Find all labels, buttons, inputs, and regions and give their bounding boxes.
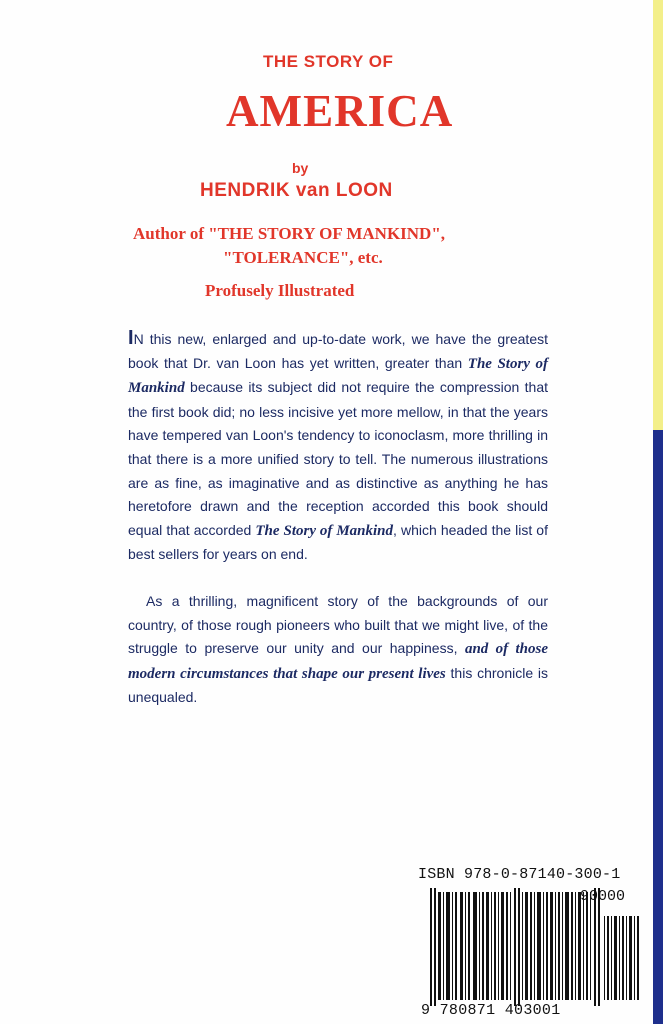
- book-title-ref: The Story of Mankind: [128, 355, 548, 397]
- blurb-paragraph-2: [128, 590, 548, 710]
- by-line: by: [292, 160, 309, 176]
- title-small: THE STORY OF: [263, 52, 394, 71]
- blurb-paragraph-1: [128, 327, 548, 567]
- other-works-line1: Author of "THE STORY OF MANKIND",: [133, 224, 446, 243]
- blurb-p1-c: , which headed the list of best sellers for years on end.: [128, 521, 548, 563]
- blurb-p1-a: N this new, enlarged and up-to-date work, we have the greatest book that Dr. van Loon has yet written, greater than: [128, 331, 548, 371]
- blurb-p2-a: As a thrilling, magnificent story of the backgrounds of our country, of those rough pioneers who built that we might live, of the struggle to preserve our unity and our happiness,: [128, 592, 548, 657]
- barcode-bars: [418, 888, 646, 1008]
- author-name: HENDRIK van LOON: [200, 180, 393, 201]
- blurb-p2-b: this chronicle is unequaled.: [128, 664, 548, 706]
- other-works: [133, 222, 553, 270]
- barcode-digits: 9 780871 403001: [421, 1002, 561, 1019]
- drop-cap: I: [128, 327, 134, 349]
- illustrated-note: Profusely Illustrated: [205, 281, 355, 300]
- blurb-p2-italic: and of those modern circumstances that shape our present lives: [128, 641, 549, 682]
- spine-edge-blue: [653, 430, 663, 1024]
- spine-edge-yellow: [653, 0, 663, 430]
- title-large: AMERICA: [226, 85, 454, 136]
- other-works-line2: "TOLERANCE", etc.: [223, 248, 383, 267]
- blurb-text: [128, 327, 548, 710]
- barcode-block: [418, 866, 646, 1019]
- blurb-p1-b: because its subject did not require the compression that the first book did; no less incisive yet more mellow, in that the years have tempered van Loon's tendency to iconoclasm, more thrilling in that there is a more unified story to tell. The numerous illustrations are as fine, as imaginative and as distinctive as anything he has heretofore drawn and the reception accorded this book should equal that accorded: [128, 379, 548, 538]
- book-title-ref: The Story of Mankind: [255, 522, 394, 539]
- price-code: 90000: [580, 888, 626, 905]
- isbn-label: ISBN 978-0-87140-300-1: [418, 866, 621, 883]
